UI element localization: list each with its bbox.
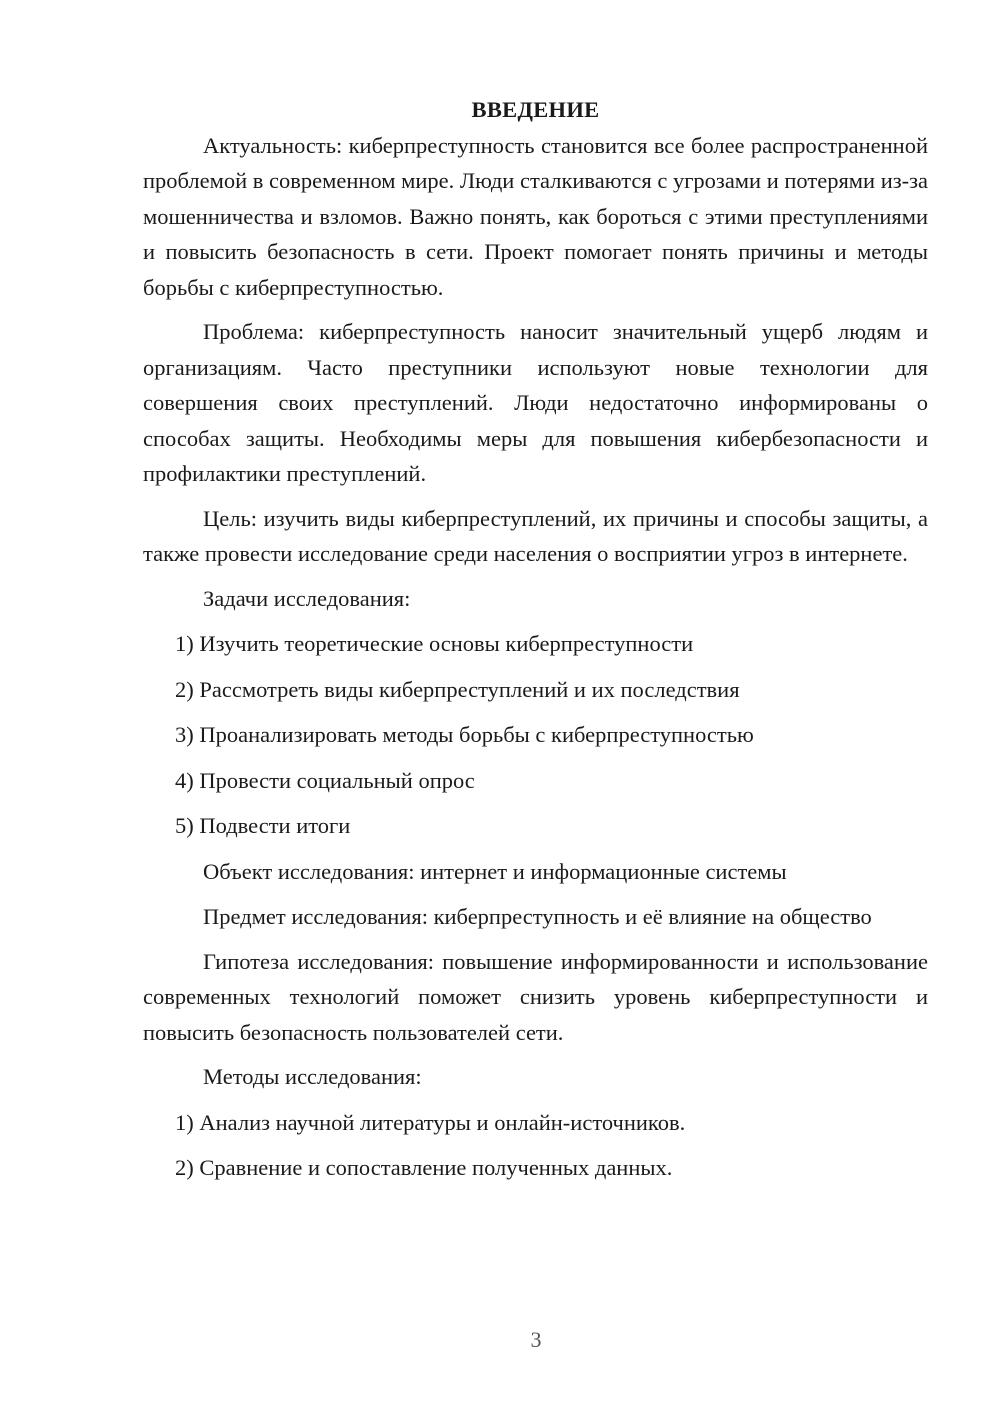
list-item: 2) Сравнение и сопоставление полученных данных. [175, 1155, 673, 1180]
list-item: 3) Проанализировать методы борьбы с киберпреступностью [175, 722, 754, 747]
page-title: ВВЕДЕНИЕ [471, 97, 600, 122]
document-page [143, 92, 928, 1196]
list-item: 5) Подвести итоги [175, 813, 351, 838]
goal-paragraph: Цель: изучить виды киберпреступлений, их причины и способы защиты, а также провести исследование среди населения о восприятии угроз в интернете. [143, 505, 928, 566]
list-item: 2) Рассмотреть виды киберпреступлений и их последствия [175, 676, 740, 702]
object-paragraph: Объект исследования: интернет и информационные системы [203, 858, 787, 884]
tasks-list [143, 626, 928, 844]
problem-paragraph: Проблема: киберпреступность наносит значительный ущерб людям и организациям. Часто преступники используют новые технологии для совершения своих преступлений. Люди недостаточно информированы о способах защиты. Необходимы меры для повышения кибербезопасности и профилактики преступлений. [143, 319, 928, 486]
list-item: 4) Провести социальный опрос [175, 767, 475, 793]
methods-list [143, 1105, 928, 1186]
actuality-paragraph: Актуальность: киберпреступность становится все более распространенной проблемой в современном мире. Люди сталкиваются с угрозами и потерями из-за мошенничества и взломов. Важно понять, как бороться с этими преступлениями и повысить безопасность в сети. Проект помогает понять причины и методы борьбы с киберпреступностью. [143, 132, 928, 300]
list-item: 1) Изучить теоретические основы киберпреступности [175, 631, 694, 656]
list-item: 1) Анализ научной литературы и онлайн-источников. [175, 1109, 686, 1135]
hypothesis-paragraph: Гипотеза исследования: повышение информированности и использование современных технологий поможет снизить уровень киберпреступности и повысить безопасность пользователей сети. [143, 948, 928, 1045]
methods-heading: Методы исследования: [203, 1064, 422, 1089]
page-number: 3 [530, 1327, 542, 1352]
tasks-heading: Задачи исследования: [203, 585, 411, 611]
subject-paragraph: Предмет исследования: киберпреступность и её влияние на общество [203, 904, 872, 929]
